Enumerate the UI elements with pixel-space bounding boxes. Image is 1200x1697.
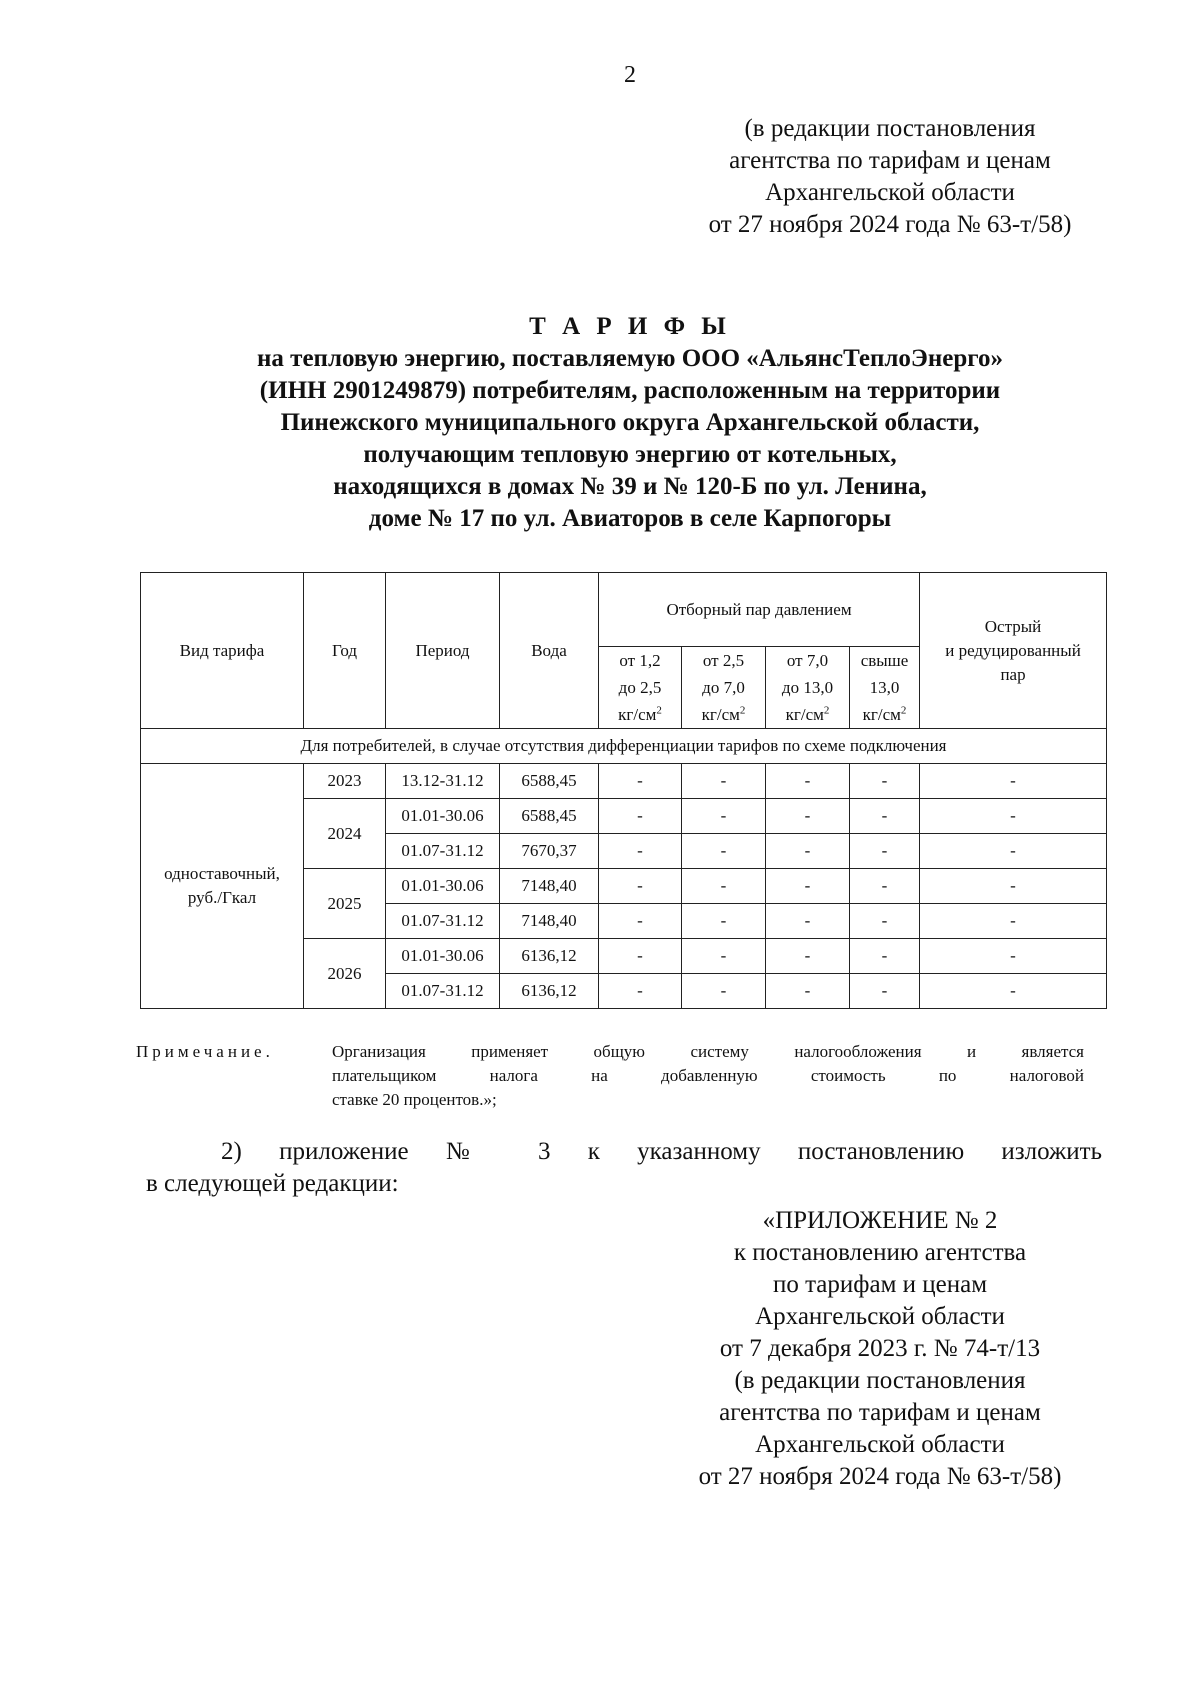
tariff-table: [140, 572, 1107, 1009]
cell-dash: -: [850, 939, 920, 974]
appendix-line: «ПРИЛОЖЕНИЕ № 2: [762, 1207, 998, 1234]
cell-period: 01.07-31.12: [386, 974, 500, 1009]
cell-dash: -: [682, 869, 766, 904]
note-line: ставке 20 процентов.»;: [332, 1090, 497, 1109]
item-2-line: 2) приложение № 3 к указанному постановлению изложить: [221, 1138, 1102, 1165]
cell-dash: -: [766, 799, 850, 834]
cell-dash: -: [599, 764, 682, 799]
appendix-line: Архангельской области: [755, 1431, 1005, 1458]
cell-year: 2023: [304, 764, 386, 799]
cell-dash: -: [682, 904, 766, 939]
cell-dash: -: [682, 764, 766, 799]
cell-dash: -: [766, 974, 850, 1009]
cell-water: 6588,45: [500, 799, 599, 834]
cell-year: 2026: [304, 939, 386, 1009]
title-line: находящихся в домах № 39 и № 120-Б по ул. Ленина,: [333, 473, 927, 500]
header-water: Вода: [500, 573, 599, 729]
cell-dash: -: [850, 834, 920, 869]
cell-period: 01.07-31.12: [386, 904, 500, 939]
edition-line: Архангельской области: [765, 179, 1015, 206]
span-row-consumers: Для потребителей, в случае отсутствия дифференциации тарифов по схеме подключения: [141, 729, 1107, 764]
cell-dash: -: [599, 834, 682, 869]
cell-dash: -: [920, 764, 1107, 799]
header-period: Период: [386, 573, 500, 729]
header-tariff-type: Вид тарифа: [141, 573, 304, 729]
cell-dash: -: [682, 799, 766, 834]
cell-dash: -: [850, 869, 920, 904]
cell-period: 13.12-31.12: [386, 764, 500, 799]
title-line: (ИНН 2901249879) потребителям, расположенным на территории: [259, 377, 1001, 404]
appendix-line: агентства по тарифам и ценам: [719, 1399, 1041, 1426]
cell-dash: -: [766, 939, 850, 974]
cell-water: 7148,40: [500, 869, 599, 904]
header-sharp-l3: пар: [1000, 664, 1026, 684]
appendix-line: от 7 декабря 2023 г. № 74-т/13: [719, 1335, 1041, 1362]
edition-line: от 27 ноября 2024 года № 63-т/58): [708, 211, 1072, 238]
note-line: плательщиком налога на добавленную стоимость по налоговой: [332, 1066, 1084, 1085]
cell-dash: -: [766, 764, 850, 799]
header-year: Год: [304, 573, 386, 729]
title-heading: Т А Р И Ф Ы: [529, 313, 731, 340]
header-steam-3: от 7,0 до 13,0 $кг/см^2$: [766, 647, 850, 729]
cell-dash: -: [682, 939, 766, 974]
header-sharp-l1: Острый: [984, 616, 1042, 636]
cell-dash: -: [682, 974, 766, 1009]
cell-dash: -: [920, 939, 1107, 974]
cell-dash: -: [599, 799, 682, 834]
appendix-line: по тарифам и ценам: [772, 1271, 988, 1298]
edition-note-top: [600, 113, 1180, 241]
cell-year: 2024: [304, 799, 386, 869]
cell-dash: -: [850, 904, 920, 939]
cell-dash: -: [850, 764, 920, 799]
appendix-line: от 27 ноября 2024 года № 63-т/58): [698, 1463, 1062, 1490]
title-line: доме № 17 по ул. Авиаторов в селе Карпогоры: [368, 505, 892, 532]
title-line: на тепловую энергию, поставляемую ООО «АльянсТеплоЭнерго»: [257, 345, 1003, 372]
cell-water: 6136,12: [500, 974, 599, 1009]
cell-dash: -: [920, 869, 1107, 904]
cell-water: 7148,40: [500, 904, 599, 939]
cell-period: 01.01-30.06: [386, 869, 500, 904]
cell-year: 2025: [304, 869, 386, 939]
edition-line: агентства по тарифам и ценам: [729, 147, 1051, 174]
cell-dash: -: [920, 904, 1107, 939]
edition-line: (в редакции постановления: [744, 115, 1036, 142]
cell-tariff-type: одноставочный, руб./Гкал: [141, 764, 304, 1009]
cell-dash: -: [850, 974, 920, 1009]
cell-dash: -: [920, 974, 1107, 1009]
cell-water: 7670,37: [500, 834, 599, 869]
title-line: получающим тепловую энергию от котельных,: [363, 441, 897, 468]
cell-dash: -: [920, 799, 1107, 834]
cell-period: 01.01-30.06: [386, 939, 500, 974]
item-2-line: в следующей редакции:: [146, 1170, 399, 1197]
cell-dash: -: [766, 834, 850, 869]
note-label: Примечание.: [136, 1042, 274, 1061]
header-steam-1: от 1,2 до 2,5 $кг/см^2$: [599, 647, 682, 729]
header-steam-group: Отборный пар давлением: [599, 573, 920, 647]
cell-dash: -: [599, 869, 682, 904]
note-line: Организация применяет общую систему налогообложения и является: [332, 1042, 1084, 1061]
header-steam-2: от 2,5 до 7,0 $кг/см^2$: [682, 647, 766, 729]
appendix-line: Архангельской области: [755, 1303, 1005, 1330]
item-2-paragraph: [146, 1136, 1102, 1200]
cell-period: 01.01-30.06: [386, 799, 500, 834]
page-number: 2: [624, 62, 636, 88]
cell-dash: -: [599, 939, 682, 974]
title-line: Пинежского муниципального округа Архангельской области,: [280, 409, 980, 436]
document-title: [140, 311, 1120, 535]
cell-dash: -: [766, 904, 850, 939]
header-sharp-l2: и редуцированный: [945, 640, 1081, 660]
cell-dash: -: [920, 834, 1107, 869]
header-sharp-steam: [920, 573, 1107, 729]
table-row: [141, 764, 1107, 799]
note-text: [332, 1040, 1084, 1112]
cell-dash: -: [766, 869, 850, 904]
cell-water: 6588,45: [500, 764, 599, 799]
appendix-line: (в редакции постановления: [734, 1367, 1026, 1394]
header-steam-4: свыше 13,0 $кг/см^2$: [850, 647, 920, 729]
cell-water: 6136,12: [500, 939, 599, 974]
cell-dash: -: [850, 799, 920, 834]
cell-dash: -: [599, 974, 682, 1009]
cell-dash: -: [599, 904, 682, 939]
appendix-header: [600, 1205, 1160, 1493]
cell-period: 01.07-31.12: [386, 834, 500, 869]
cell-dash: -: [682, 834, 766, 869]
appendix-line: к постановлению агентства: [733, 1239, 1027, 1266]
